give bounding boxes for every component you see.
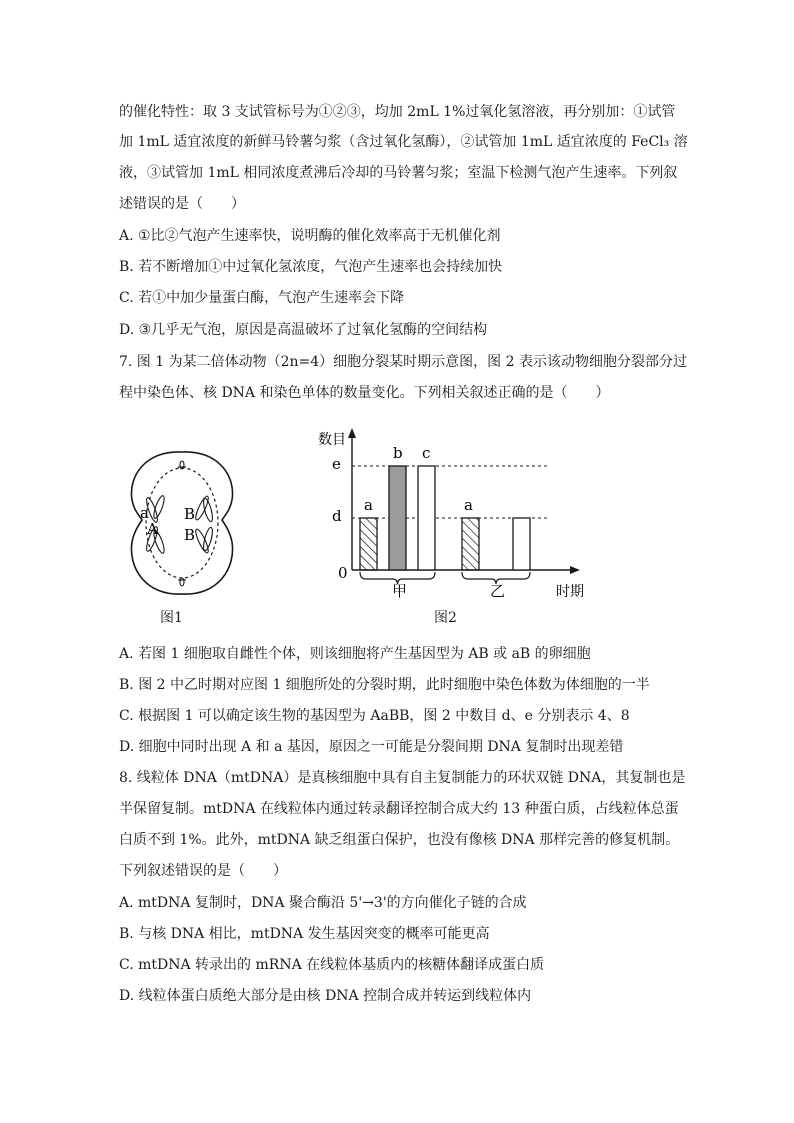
y-level-label-d: d — [332, 507, 342, 525]
q7-stem-line-1: 7. 图 1 为某二倍体动物（2n=4）细胞分裂某时期示意图，图 2 表示该动物细胞分裂部分过 — [119, 354, 687, 370]
q6-option-a: A. ①比②气泡产生速率快，说明酶的催化效率高于无机催化剂 — [119, 228, 501, 244]
q6-stem-line-3: 液，③试管加 1mL 相同浓度煮沸后冷却的马铃薯匀浆；室温下检测气泡产生速率。下列叙 — [119, 165, 678, 181]
q6-option-d: D. ③几乎无气泡，原因是高温破坏了过氧化氢酶的空间结构 — [119, 322, 488, 338]
bar-yi-1 — [513, 518, 530, 570]
q8-stem-line-3: 白质不到 1%。此外，mtDNA 缺乏组蛋白保护，也没有像核 DNA 那样完善的修复机制。 — [119, 832, 680, 848]
figure-2-caption: 图2 — [434, 610, 457, 626]
gene-label-a: a — [140, 504, 149, 522]
q8-stem-line-4: 下列叙述错误的是（ ） — [119, 863, 287, 879]
x-axis-label: 时期 — [556, 584, 584, 600]
x-axis-arrow — [570, 566, 580, 574]
y-level-label-e: e — [332, 455, 341, 473]
q6-stem-line-2: 加 1mL 适宜浓度的新鲜马铃薯匀浆（含过氧化氢酶），②试管加 1mL 适宜浓度的 FeCl₃ 溶 — [119, 134, 688, 150]
q7-stem-line-2: 程中染色体、核 DNA 和染色单体的数量变化。下列相关叙述正确的是（ ） — [119, 385, 610, 401]
q8-stem-line-1: 8. 线粒体 DNA（mtDNA）是真核细胞中具有自主复制能力的环状双链 DNA，其复制也是 — [119, 770, 686, 786]
bar-jia-2 — [418, 466, 435, 570]
q7-option-a: A. 若图 1 细胞取自雌性个体，则该细胞将产生基因型为 AB 或 aB 的卵细胞 — [119, 646, 591, 662]
q6-stem-line-1: 的催化特性：取 3 支试管标号为①②③，均加 2mL 1%过氧化氢溶液，再分别加：①试管 — [119, 104, 676, 120]
q8-stem-line-2: 半保留复制。mtDNA 在线粒体内通过转录翻译控制合成大约 13 种蛋白质，占线粒体总蛋 — [119, 801, 679, 817]
q8-option-c: C. mtDNA 转录出的 mRNA 在线粒体基质内的核糖体翻译成蛋白质 — [119, 957, 545, 973]
gene-label-B-bottom: B — [184, 526, 196, 544]
q6-option-c: C. 若①中加少量蛋白酶，气泡产生速率会下降 — [119, 290, 405, 306]
figure-2-chart — [318, 420, 588, 610]
bar-label-b: b — [393, 444, 403, 462]
q7-option-c: C. 根据图 1 可以确定该生物的基因型为 AaBB，图 2 中数目 d、e 分别表示 4、8 — [119, 708, 630, 724]
bar-label-a-yi: a — [464, 496, 473, 514]
q8-option-d: D. 线粒体蛋白质绝大部分是由核 DNA 控制合成并转运到线粒体内 — [119, 988, 532, 1004]
q8-option-a: A. mtDNA 复制时，DNA 聚合酶沿 5'→3'的方向催化子链的合成 — [119, 895, 527, 911]
bar-label-a-jia: a — [364, 496, 373, 514]
group-label-jia: 甲 — [392, 582, 408, 600]
bar-jia-0 — [360, 518, 377, 570]
origin-label: 0 — [338, 564, 348, 582]
centriole-bottom — [178, 578, 186, 586]
figure-1-cell-diagram — [118, 440, 246, 608]
bar-label-c: c — [422, 444, 431, 462]
q7-option-d: D. 细胞中同时出现 A 和 a 基因，原因之一可能是分裂间期 DNA 复制时出现差错 — [119, 739, 624, 755]
gene-label-B-top: B — [184, 505, 196, 523]
y-axis-arrow — [348, 428, 356, 438]
chromosome-right — [194, 495, 215, 554]
q6-option-b: B. 若不断增加①中过氧化氢浓度，气泡产生速率也会持续加快 — [119, 259, 503, 275]
q6-stem-line-4: 述错误的是（ ） — [119, 196, 245, 212]
gene-label-A: A — [147, 520, 158, 538]
q8-option-b: B. 与核 DNA 相比，mtDNA 发生基因突变的概率可能更高 — [119, 926, 490, 942]
group-label-yi: 乙 — [490, 582, 506, 600]
y-axis-label: 数目 — [318, 432, 346, 448]
figure-1-caption: 图1 — [160, 610, 183, 626]
bar-jia-1 — [389, 466, 406, 570]
q7-option-b: B. 图 2 中乙时期对应图 1 细胞所处的分裂时期，此时细胞中染色体数为体细胞的一半 — [119, 677, 650, 693]
bar-yi-0 — [462, 518, 479, 570]
